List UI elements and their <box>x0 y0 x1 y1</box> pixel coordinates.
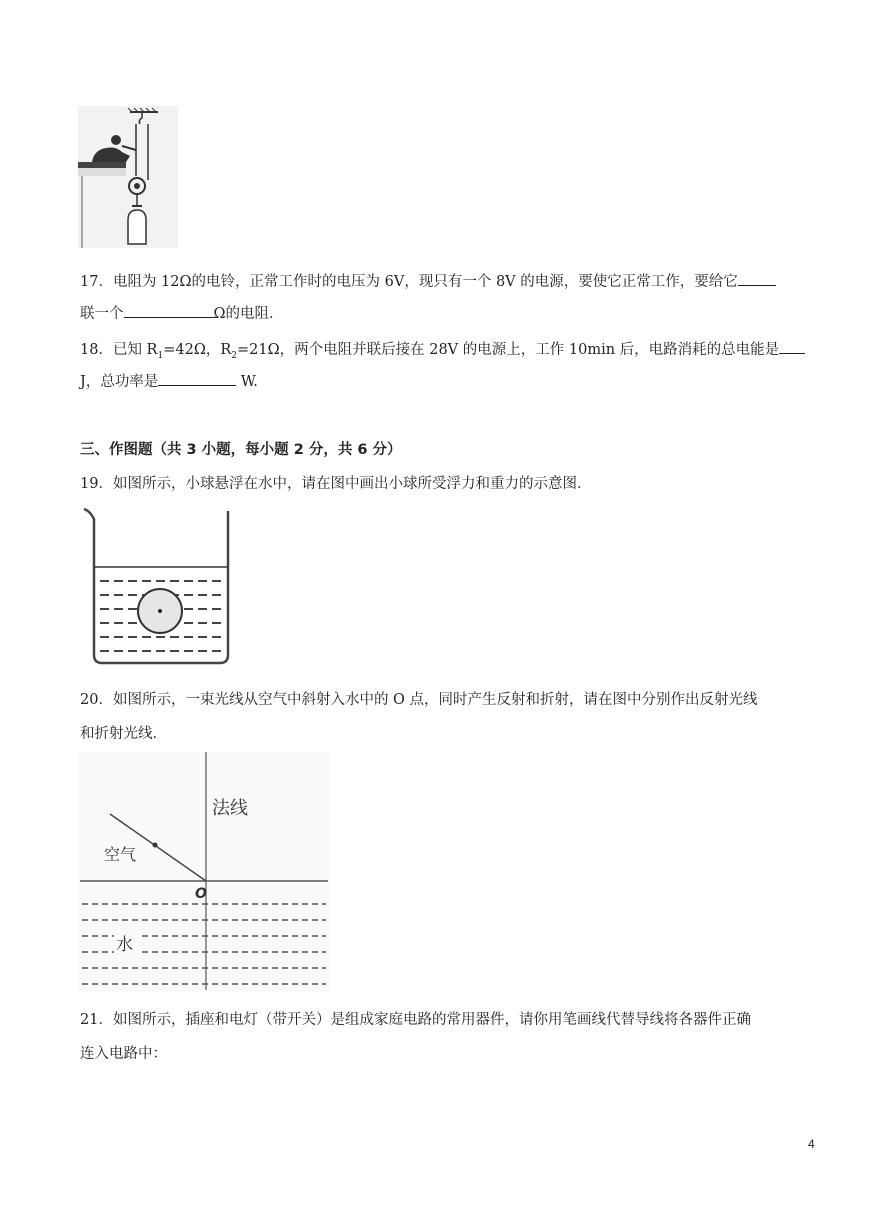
question-19: 19．如图所示，小球悬浮在水中，请在图中画出小球所受浮力和重力的示意图． <box>80 476 592 492</box>
question-17-line-1: 17．电阻为 12Ω的电铃，正常工作时的电压为 6V，现只有一个 8V 的电源，要使它正常工作，要给它 <box>80 271 776 292</box>
refraction-figure <box>78 752 330 992</box>
air-label: 空气 <box>104 845 137 864</box>
question-21-line-2: 连入电路中： <box>80 1046 167 1062</box>
question-21-line-1: 21．如图所示，插座和电灯（带开关）是组成家庭电路的常用器件，请你用笔画线代替导线将各器件正确 <box>80 1012 751 1028</box>
beaker-ball-figure <box>78 505 238 667</box>
page-number: 4 <box>808 1137 815 1151</box>
water-label: 水 <box>116 935 133 955</box>
answer-blank[interactable] <box>779 339 805 354</box>
point-o-label: O <box>195 886 207 902</box>
question-20-line-2: 和折射光线． <box>80 726 167 742</box>
normal-label: 法线 <box>212 798 248 819</box>
section-3-heading: 三、作图题（共 3 小题，每小题 2 分，共 6 分） <box>80 442 402 458</box>
question-18-line-1: 18．已知 $R_1=42\Omega$，$R_2=21\Omega$，两个电阻并联后接在 28V 的电源上，工作 10min 后，电路消耗的总电能是 <box>80 339 805 366</box>
question-18-line-2: J，总功率是 W. <box>80 371 258 392</box>
answer-blank[interactable] <box>738 271 776 286</box>
answer-blank[interactable] <box>124 303 214 318</box>
pulley-figure <box>78 106 178 248</box>
question-17-line-2: 联一个 Ω的电阻． <box>80 303 284 324</box>
question-20-line-1: 20．如图所示，一束光线从空气中斜射入水中的 O 点，同时产生反射和折射，请在图中分别作出反射光线 <box>80 692 758 708</box>
answer-blank[interactable] <box>158 371 236 386</box>
